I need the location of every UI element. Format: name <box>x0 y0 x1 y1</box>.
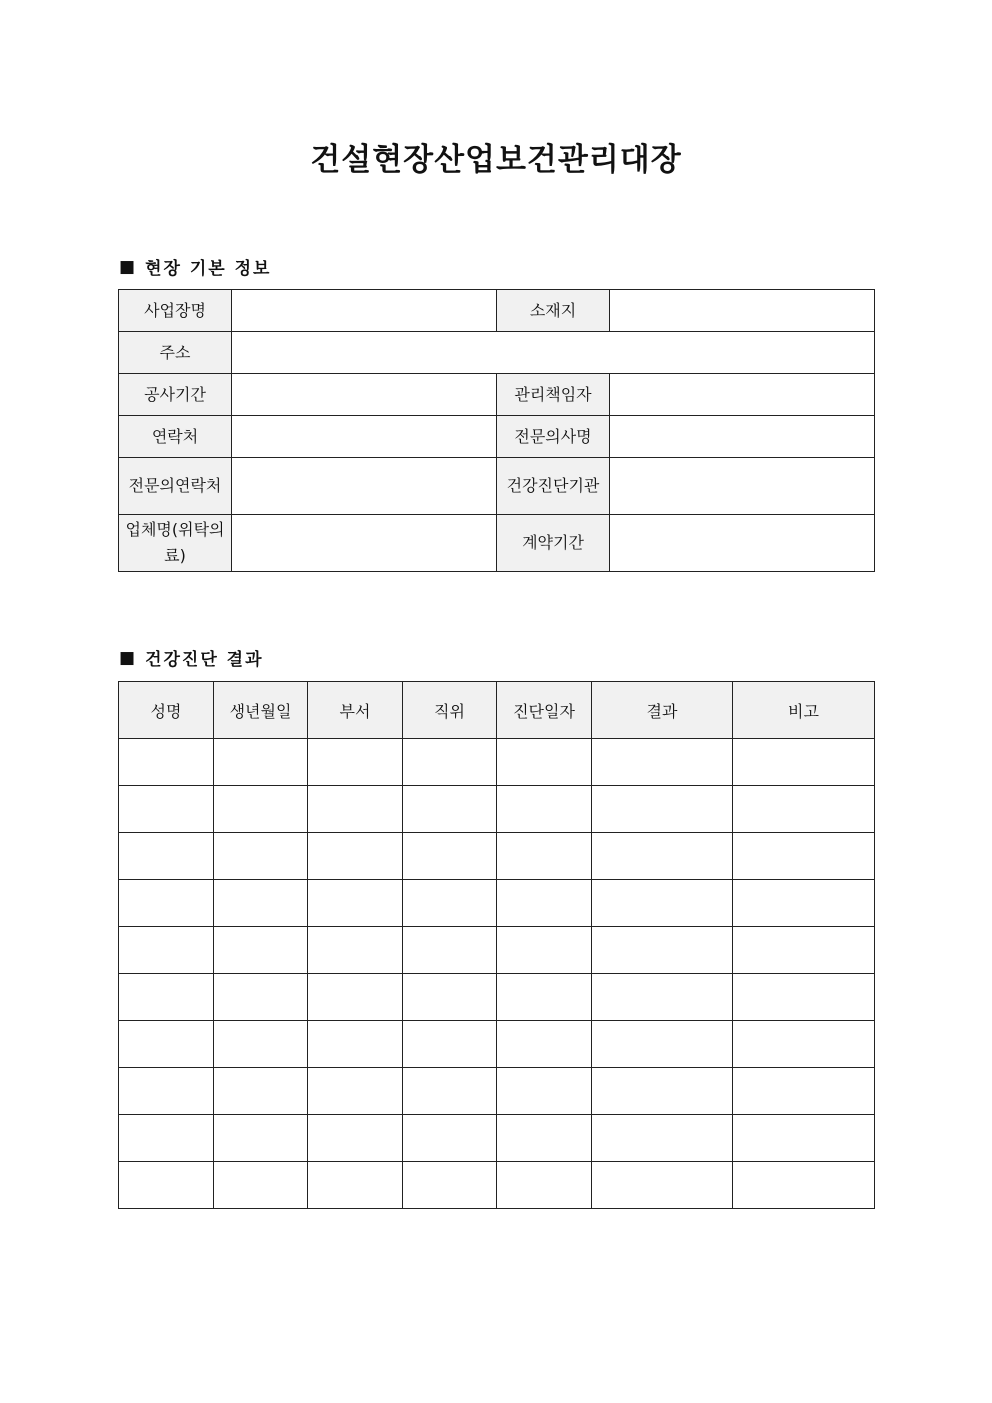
name-cell[interactable] <box>119 1021 214 1068</box>
name-cell[interactable] <box>119 1115 214 1162</box>
position-cell[interactable] <box>403 1068 497 1115</box>
remarks-cell[interactable] <box>733 1068 875 1115</box>
result-cell[interactable] <box>592 833 733 880</box>
name-cell[interactable] <box>119 1068 214 1115</box>
business-name-field[interactable] <box>232 290 497 332</box>
birthdate-cell[interactable] <box>214 927 308 974</box>
exam-date-cell[interactable] <box>497 927 592 974</box>
health-results-table <box>118 681 875 1209</box>
exam-date-cell[interactable] <box>497 786 592 833</box>
location-label: 소재지 <box>497 290 610 332</box>
column-header-name: 성명 <box>119 682 214 739</box>
manager-label: 관리책임자 <box>497 374 610 416</box>
health-results-heading-text: 건강진단 결과 <box>145 650 264 670</box>
table-row <box>119 974 875 1021</box>
name-cell[interactable] <box>119 786 214 833</box>
exam-date-cell[interactable] <box>497 1115 592 1162</box>
position-cell[interactable] <box>403 974 497 1021</box>
table-row <box>119 739 875 786</box>
column-header-remarks: 비고 <box>733 682 875 739</box>
site-info-heading <box>119 254 271 279</box>
location-field[interactable] <box>610 290 875 332</box>
birthdate-cell[interactable] <box>214 1021 308 1068</box>
birthdate-cell[interactable] <box>214 1162 308 1209</box>
contract-period-field[interactable] <box>610 515 875 572</box>
exam-date-cell[interactable] <box>497 1021 592 1068</box>
table-row <box>119 1115 875 1162</box>
table-row <box>119 1068 875 1115</box>
result-cell[interactable] <box>592 1162 733 1209</box>
square-bullet-icon: ■ <box>119 256 136 277</box>
exam-date-cell[interactable] <box>497 739 592 786</box>
document-title: 건설현장산업보건관리대장 <box>310 142 682 178</box>
result-cell[interactable] <box>592 880 733 927</box>
name-cell[interactable] <box>119 927 214 974</box>
table-row <box>119 786 875 833</box>
remarks-cell[interactable] <box>733 880 875 927</box>
contractor-field[interactable] <box>232 515 497 572</box>
remarks-cell[interactable] <box>733 1162 875 1209</box>
column-header-exam-date: 진단일자 <box>497 682 592 739</box>
column-header-department: 부서 <box>308 682 403 739</box>
name-cell[interactable] <box>119 833 214 880</box>
result-cell[interactable] <box>592 1021 733 1068</box>
construction-period-label: 공사기간 <box>119 374 232 416</box>
remarks-cell[interactable] <box>733 739 875 786</box>
site-info-heading-text: 현장 기본 정보 <box>145 259 272 279</box>
result-cell[interactable] <box>592 1115 733 1162</box>
doctor-name-field[interactable] <box>610 416 875 458</box>
birthdate-cell[interactable] <box>214 1115 308 1162</box>
contract-period-label: 계약기간 <box>497 515 610 572</box>
name-cell[interactable] <box>119 974 214 1021</box>
department-cell[interactable] <box>308 1162 403 1209</box>
table-row <box>119 880 875 927</box>
remarks-cell[interactable] <box>733 974 875 1021</box>
remarks-cell[interactable] <box>733 1021 875 1068</box>
health-check-institution-field[interactable] <box>610 458 875 515</box>
department-cell[interactable] <box>308 880 403 927</box>
birthdate-cell[interactable] <box>214 739 308 786</box>
square-bullet-icon: ■ <box>119 647 136 668</box>
birthdate-cell[interactable] <box>214 974 308 1021</box>
construction-period-field[interactable] <box>232 374 497 416</box>
table-row <box>119 1162 875 1209</box>
column-header-result: 결과 <box>592 682 733 739</box>
department-cell[interactable] <box>308 974 403 1021</box>
birthdate-cell[interactable] <box>214 880 308 927</box>
exam-date-cell[interactable] <box>497 880 592 927</box>
business-name-label: 사업장명 <box>119 290 232 332</box>
department-cell[interactable] <box>308 1021 403 1068</box>
position-cell[interactable] <box>403 739 497 786</box>
doctor-contact-label: 전문의연락처 <box>119 458 232 515</box>
exam-date-cell[interactable] <box>497 833 592 880</box>
exam-date-cell[interactable] <box>497 1068 592 1115</box>
position-cell[interactable] <box>403 927 497 974</box>
remarks-cell[interactable] <box>733 927 875 974</box>
department-cell[interactable] <box>308 1068 403 1115</box>
column-header-position: 직위 <box>403 682 497 739</box>
manager-field[interactable] <box>610 374 875 416</box>
result-cell[interactable] <box>592 1068 733 1115</box>
department-cell[interactable] <box>308 833 403 880</box>
address-field[interactable] <box>232 332 875 374</box>
name-cell[interactable] <box>119 739 214 786</box>
position-cell[interactable] <box>403 1021 497 1068</box>
name-cell[interactable] <box>119 880 214 927</box>
department-cell[interactable] <box>308 927 403 974</box>
table-row <box>119 833 875 880</box>
remarks-cell[interactable] <box>733 1115 875 1162</box>
position-cell[interactable] <box>403 786 497 833</box>
position-cell[interactable] <box>403 1162 497 1209</box>
department-cell[interactable] <box>308 786 403 833</box>
doctor-name-label: 전문의사명 <box>497 416 610 458</box>
column-header-birthdate: 생년월일 <box>214 682 308 739</box>
result-cell[interactable] <box>592 974 733 1021</box>
site-info-table <box>118 289 875 572</box>
position-cell[interactable] <box>403 1115 497 1162</box>
result-cell[interactable] <box>592 739 733 786</box>
birthdate-cell[interactable] <box>214 1068 308 1115</box>
name-cell[interactable] <box>119 1162 214 1209</box>
remarks-cell[interactable] <box>733 833 875 880</box>
table-row <box>119 927 875 974</box>
results-header-row <box>119 682 875 739</box>
address-label: 주소 <box>119 332 232 374</box>
health-check-institution-label: 건강진단기관 <box>497 458 610 515</box>
department-cell[interactable] <box>308 1115 403 1162</box>
position-cell[interactable] <box>403 833 497 880</box>
exam-date-cell[interactable] <box>497 1162 592 1209</box>
department-cell[interactable] <box>308 739 403 786</box>
exam-date-cell[interactable] <box>497 974 592 1021</box>
birthdate-cell[interactable] <box>214 833 308 880</box>
contractor-label: 업체명(위탁의료) <box>119 515 232 572</box>
contact-label: 연락처 <box>119 416 232 458</box>
contact-field[interactable] <box>232 416 497 458</box>
birthdate-cell[interactable] <box>214 786 308 833</box>
result-cell[interactable] <box>592 786 733 833</box>
table-row <box>119 1021 875 1068</box>
result-cell[interactable] <box>592 927 733 974</box>
doctor-contact-field[interactable] <box>232 458 497 515</box>
health-results-heading <box>119 645 264 670</box>
remarks-cell[interactable] <box>733 786 875 833</box>
position-cell[interactable] <box>403 880 497 927</box>
